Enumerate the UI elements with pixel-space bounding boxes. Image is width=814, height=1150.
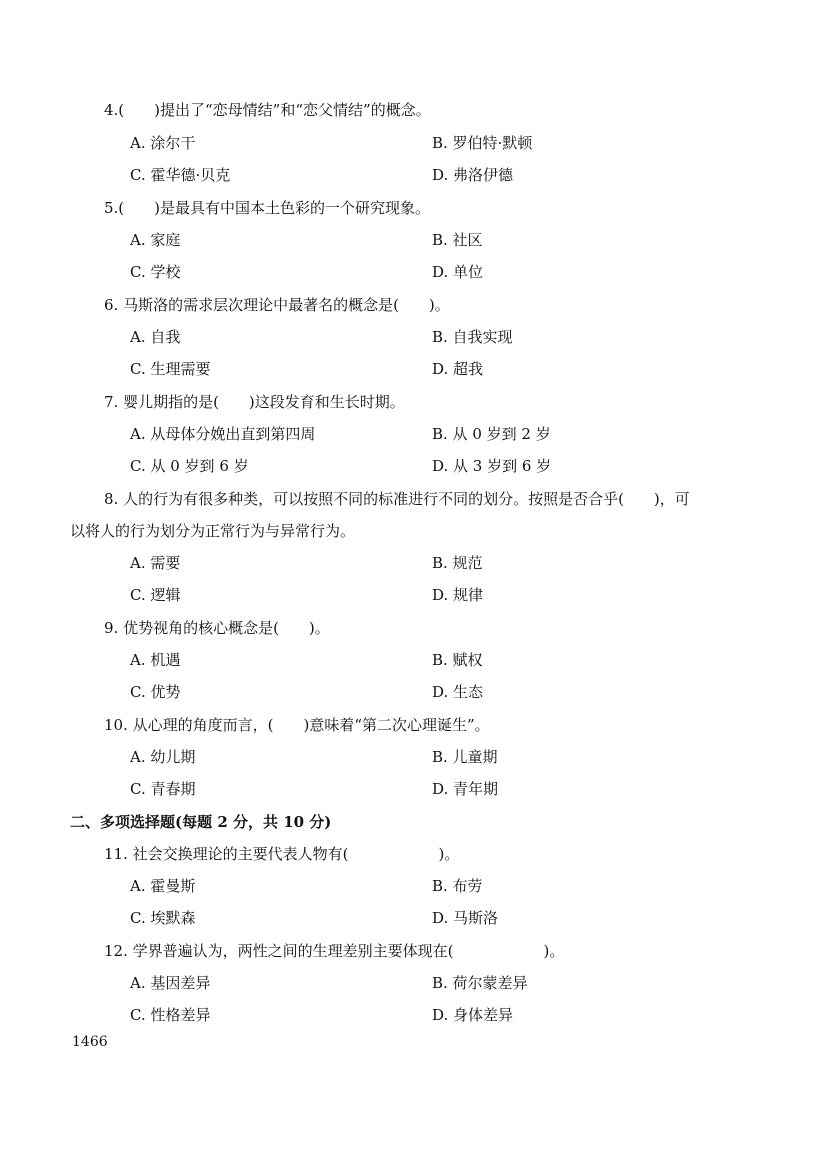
question-4-option-a: A. 涂尔干 — [130, 134, 196, 152]
question-8-option-d: D. 规律 — [432, 586, 484, 604]
question-9-stem: 9. 优势视角的核心概念是( )。 — [104, 619, 330, 637]
question-5-option-a: A. 家庭 — [130, 231, 181, 249]
question-7-option-b: B. 从 0 岁到 2 岁 — [432, 425, 551, 443]
question-11-option-b: B. 布劳 — [432, 877, 483, 895]
section-heading-multiple-choice: 二、多项选择题(每题 2 分，共 10 分) — [70, 813, 332, 831]
question-8-option-c: C. 逻辑 — [130, 586, 181, 604]
question-9-option-b: B. 赋权 — [432, 651, 483, 669]
question-9-option-c: C. 优势 — [130, 683, 181, 701]
question-9-option-d: D. 生态 — [432, 683, 484, 701]
question-10-option-d: D. 青年期 — [432, 780, 499, 798]
question-11-option-d: D. 马斯洛 — [432, 909, 499, 927]
question-4-option-c: C. 霍华德·贝克 — [130, 166, 231, 184]
question-4-option-d: D. 弗洛伊德 — [432, 166, 514, 184]
question-11-stem: 11. 社会交换理论的主要代表人物有( )。 — [104, 845, 460, 863]
question-5-option-d: D. 单位 — [432, 263, 484, 281]
question-7-option-d: D. 从 3 岁到 6 岁 — [432, 457, 552, 475]
question-12-option-b: B. 荷尔蒙差异 — [432, 974, 528, 992]
question-12-option-a: A. 基因差异 — [130, 974, 211, 992]
question-9-option-a: A. 机遇 — [130, 651, 181, 669]
question-4-option-b: B. 罗伯特·默顿 — [432, 134, 533, 152]
question-12-option-d: D. 身体差异 — [432, 1006, 514, 1024]
question-12-option-c: C. 性格差异 — [130, 1006, 211, 1024]
question-6-option-c: C. 生理需要 — [130, 360, 211, 378]
question-4-stem: 4.( )提出了“恋母情结”和“恋父情结”的概念。 — [104, 101, 431, 119]
page-number: 1466 — [72, 1034, 108, 1050]
question-6-option-d: D. 超我 — [432, 360, 484, 378]
question-5-option-b: B. 社区 — [432, 231, 483, 249]
question-8-stem: 8. 人的行为有很多种类，可以按照不同的标准进行不同的划分。按照是否合乎( )，可 — [104, 490, 690, 508]
question-8-option-a: A. 需要 — [130, 554, 181, 572]
question-10-option-c: C. 青春期 — [130, 780, 196, 798]
question-7-option-a: A. 从母体分娩出直到第四周 — [130, 425, 316, 443]
question-11-option-c: C. 埃默森 — [130, 909, 196, 927]
question-11-option-a: A. 霍曼斯 — [130, 877, 196, 895]
question-5-option-c: C. 学校 — [130, 263, 181, 281]
question-8-option-b: B. 规范 — [432, 554, 483, 572]
question-5-stem: 5.( )是最具有中国本土色彩的一个研究现象。 — [104, 199, 431, 217]
question-10-option-a: A. 幼儿期 — [130, 748, 196, 766]
question-10-option-b: B. 儿童期 — [432, 748, 498, 766]
question-7-option-c: C. 从 0 岁到 6 岁 — [130, 457, 249, 475]
question-6-option-a: A. 自我 — [130, 328, 181, 346]
question-8-stem-continued: 以将人的行为划分为正常行为与异常行为。 — [70, 522, 356, 540]
question-7-stem: 7. 婴儿期指的是( )这段发育和生长时期。 — [104, 393, 405, 411]
question-6-option-b: B. 自我实现 — [432, 328, 513, 346]
question-6-stem: 6. 马斯洛的需求层次理论中最著名的概念是( )。 — [104, 296, 450, 314]
question-10-stem: 10. 从心理的角度而言，( )意味着“第二次心理诞生”。 — [104, 716, 490, 734]
question-12-stem: 12. 学界普遍认为，两性之间的生理差别主要体现在( )。 — [104, 942, 565, 960]
